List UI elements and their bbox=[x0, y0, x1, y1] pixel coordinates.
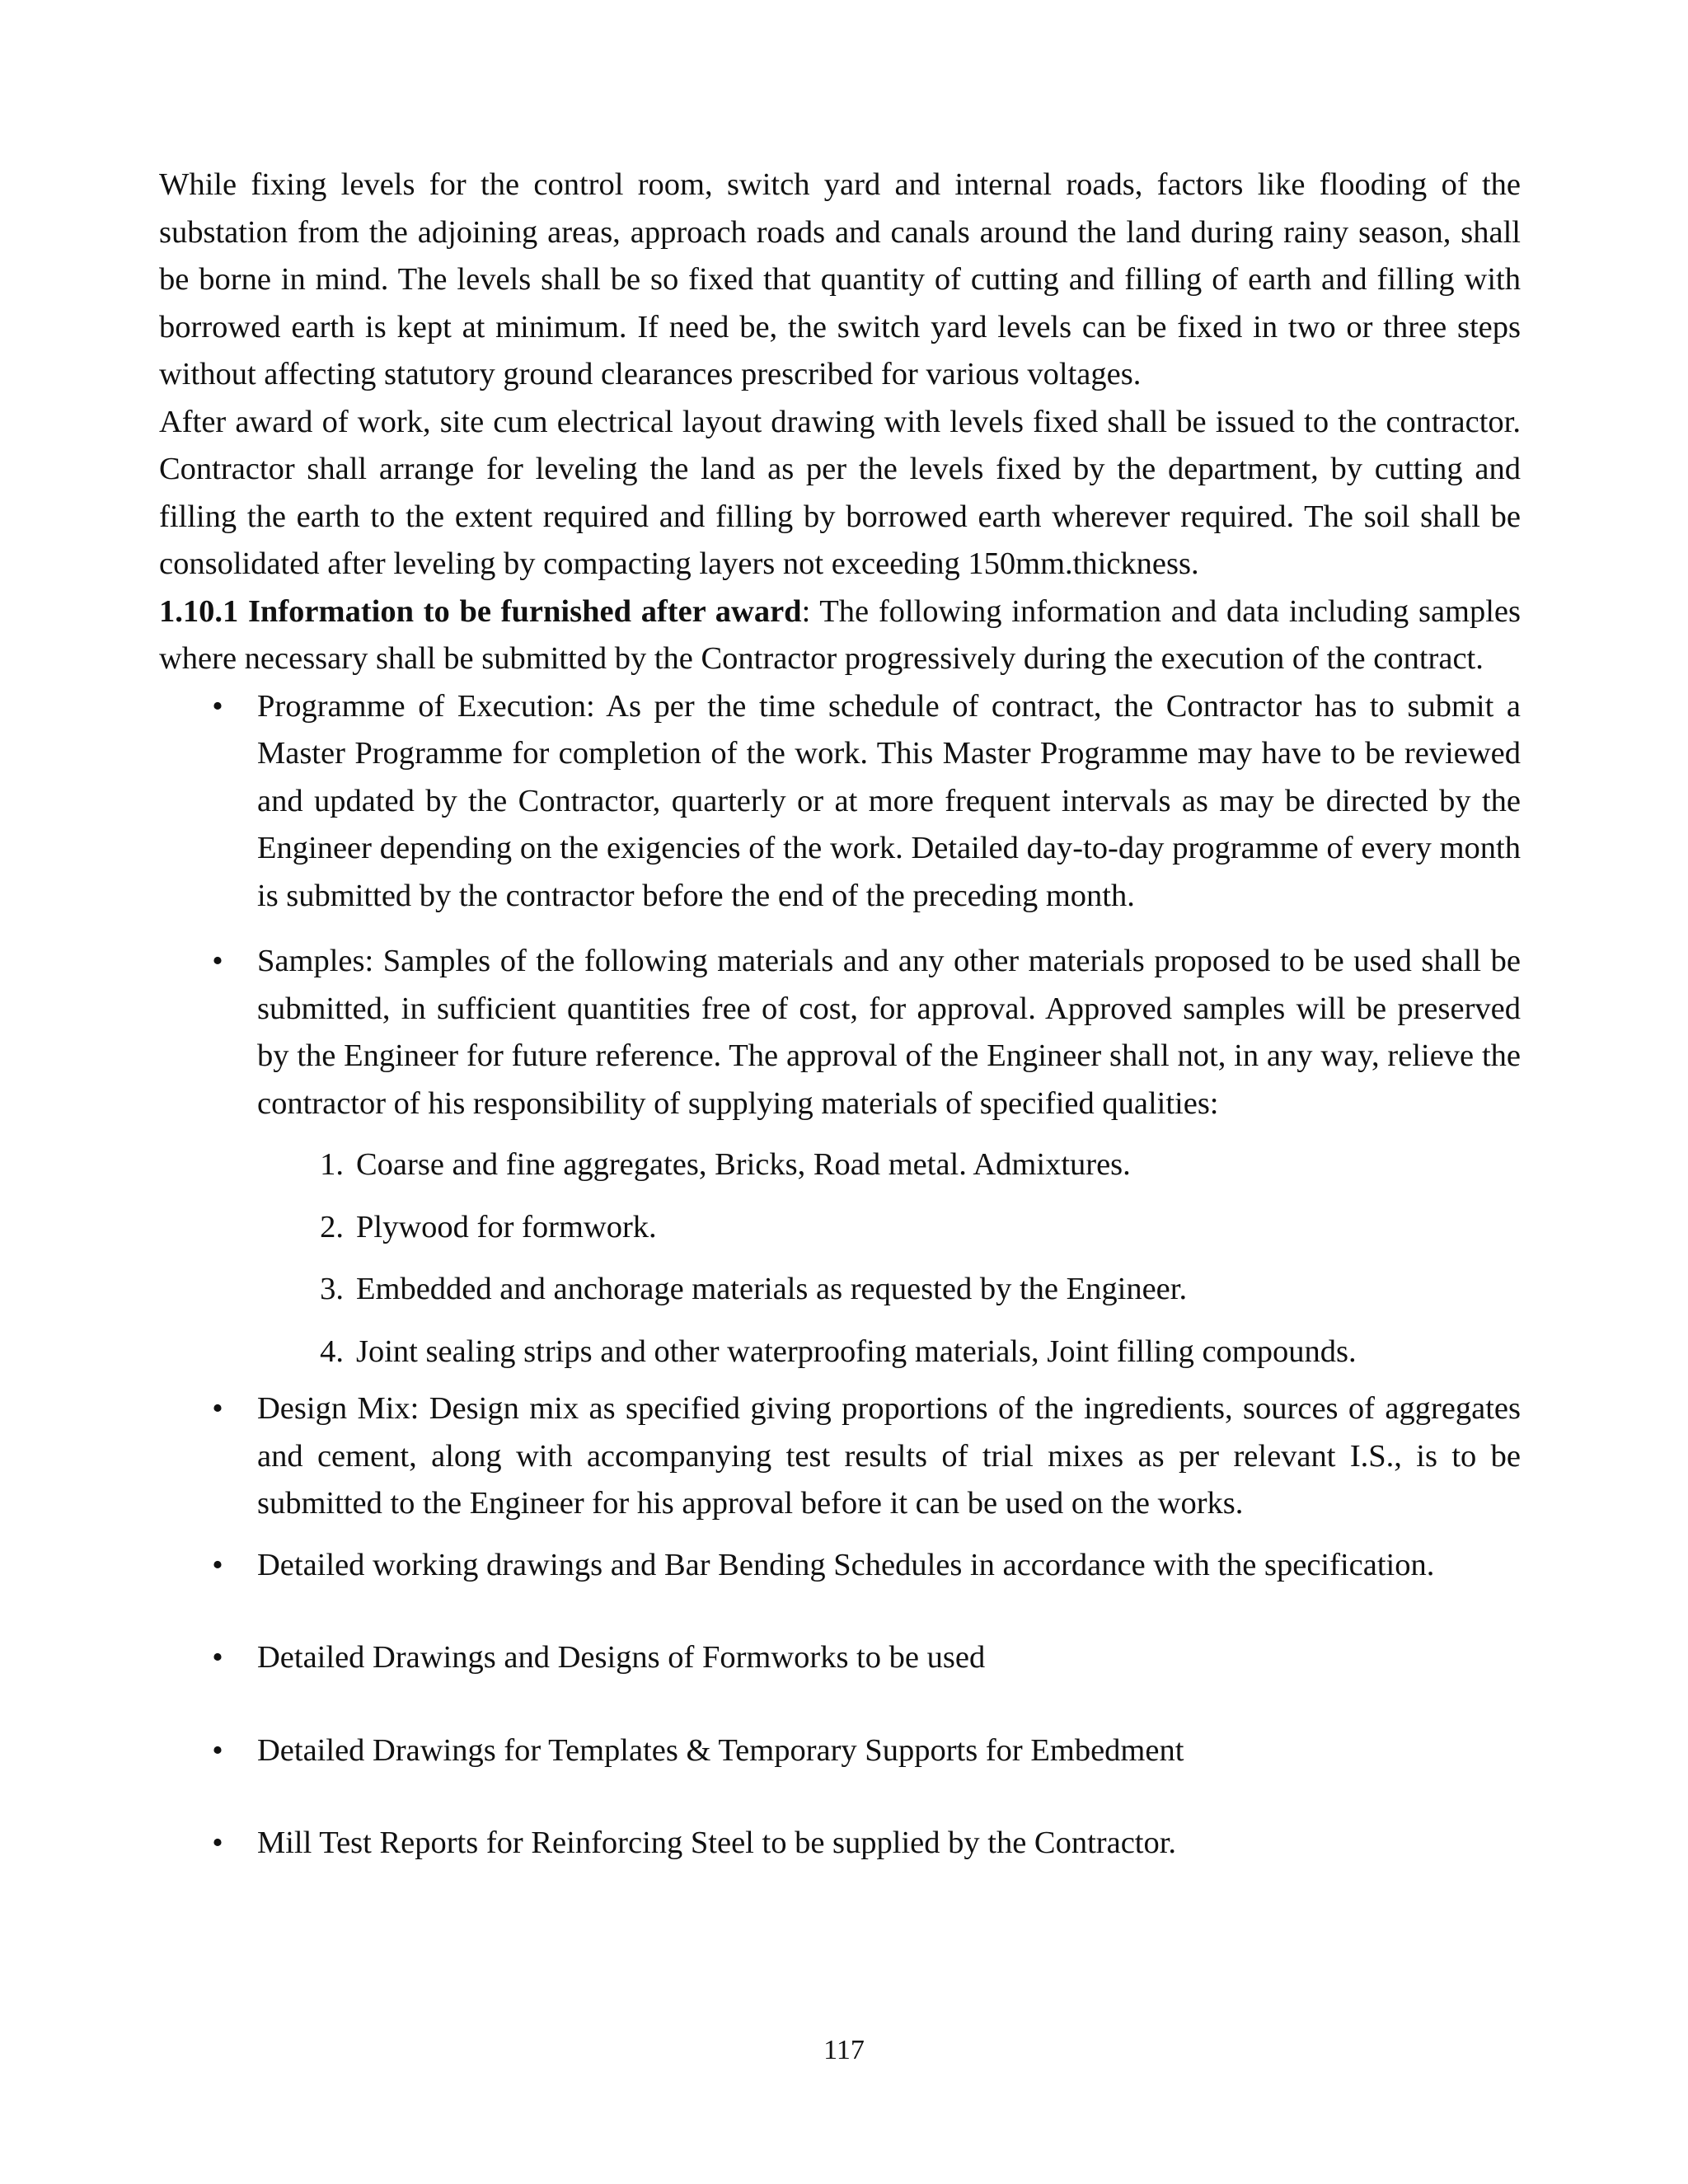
list-item-text: Mill Test Reports for Reinforcing Steel to be supplied by the Contractor. bbox=[257, 1825, 1177, 1860]
sample-item-text: Embedded and anchorage materials as requested by the Engineer. bbox=[356, 1272, 1188, 1306]
sample-item-number: 4. bbox=[320, 1333, 344, 1369]
document-page bbox=[159, 162, 1521, 1868]
sample-item bbox=[257, 1329, 1521, 1376]
list-item-text: Programme of Execution: As per the time schedule of contract, the Contractor has to submit a Master Programme for completion of the work. This Master Programme may have to be reviewed and updated by the Contractor, quarterly or at more frequent intervals as may be directed by the Engineer depending on the exigencies of the work. Detailed day-to-day programme of every month is submitted by the contractor before the end of the preceding month. bbox=[257, 688, 1521, 913]
paragraph-levels: While fixing levels for the control room, switch yard and internal roads, factors like flooding of the substation from the adjoining areas, approach roads and canals around the land during rainy season, shall be borne in mind. The levels shall be so fixed that quantity of cutting and filling of earth and filling with borrowed earth is kept at minimum. If need be, the switch yard levels can be fixed in two or three steps without affecting statutory ground clearances prescribed for various voltages. bbox=[159, 167, 1521, 391]
bullet-icon: • bbox=[212, 1640, 223, 1675]
sample-item-text: Joint sealing strips and other waterproofing materials, Joint filling compounds. bbox=[356, 1333, 1357, 1369]
sample-item bbox=[257, 1141, 1521, 1189]
sample-item-text: Coarse and fine aggregates, Bricks, Road metal. Admixtures. bbox=[356, 1147, 1131, 1182]
page-number: 117 bbox=[823, 2035, 865, 2065]
list-item-text: Detailed working drawings and Bar Bending Schedules in accordance with the specification. bbox=[257, 1547, 1435, 1582]
sample-item bbox=[257, 1204, 1521, 1252]
sample-item bbox=[257, 1266, 1521, 1314]
sample-item-text: Plywood for formwork. bbox=[356, 1209, 657, 1244]
list-item-text: Samples: Samples of the following materials and any other materials proposed to be used shall be submitted, in sufficient quantities free of cost, for approval. Approved samples will be preserved by the Engineer for future reference. The approval of the Engineer shall not, in any way, relieve the contractor of his responsibility of supplying materials of specified qualities: bbox=[257, 944, 1521, 1121]
section-heading: 1.10.1 Information to be furnished after award bbox=[159, 593, 802, 629]
sample-item-number: 1. bbox=[320, 1147, 344, 1182]
bullet-icon: • bbox=[212, 944, 223, 978]
list-item-text: Detailed Drawings and Designs of Formworks to be used bbox=[257, 1640, 986, 1675]
bullet-icon: • bbox=[212, 1547, 223, 1582]
list-item-samples bbox=[159, 938, 1521, 1376]
bullet-icon: • bbox=[212, 688, 223, 724]
list-item-text: Detailed Drawings for Templates & Temporary Supports for Embedment bbox=[257, 1732, 1184, 1768]
list-item-design-mix bbox=[159, 1385, 1521, 1528]
list-item-text: Design Mix: Design mix as specified giving proportions of the ingredients, sources of aggregates and cement, along with accompanying test results of trial mixes as per relevant I.S., is to be submitted to the Engineer for his approval before it can be used on the works. bbox=[257, 1391, 1521, 1521]
list-item-formworks bbox=[159, 1634, 1521, 1682]
bullet-icon: • bbox=[212, 1391, 223, 1426]
list-item-programme bbox=[159, 683, 1521, 921]
paragraph-award: After award of work, site cum electrical layout drawing with levels fixed shall be issued to the contractor. Contractor shall arrange for leveling the land as per the levels fixed by the department, by cutting and filling the earth to the extent required and filling by borrowed earth wherever required. The soil shall be consolidated after leveling by compacting layers not exceeding 150mm.thickness. bbox=[159, 404, 1521, 581]
list-item-templates bbox=[159, 1727, 1521, 1775]
samples-sublist bbox=[257, 1141, 1521, 1376]
section-intro-text: : The following information and data including samples where necessary shall be submitted by the Contractor progressively during the execution of the contract. bbox=[159, 593, 1521, 676]
section-1-10-1-intro bbox=[159, 588, 1521, 683]
sample-item-number: 3. bbox=[320, 1272, 344, 1306]
bullet-icon: • bbox=[212, 1825, 223, 1860]
requirements-list bbox=[159, 683, 1521, 1868]
list-item-mill-test bbox=[159, 1820, 1521, 1868]
bullet-icon: • bbox=[212, 1732, 223, 1768]
list-item-working-drawings bbox=[159, 1542, 1521, 1590]
sample-item-number: 2. bbox=[320, 1209, 344, 1244]
